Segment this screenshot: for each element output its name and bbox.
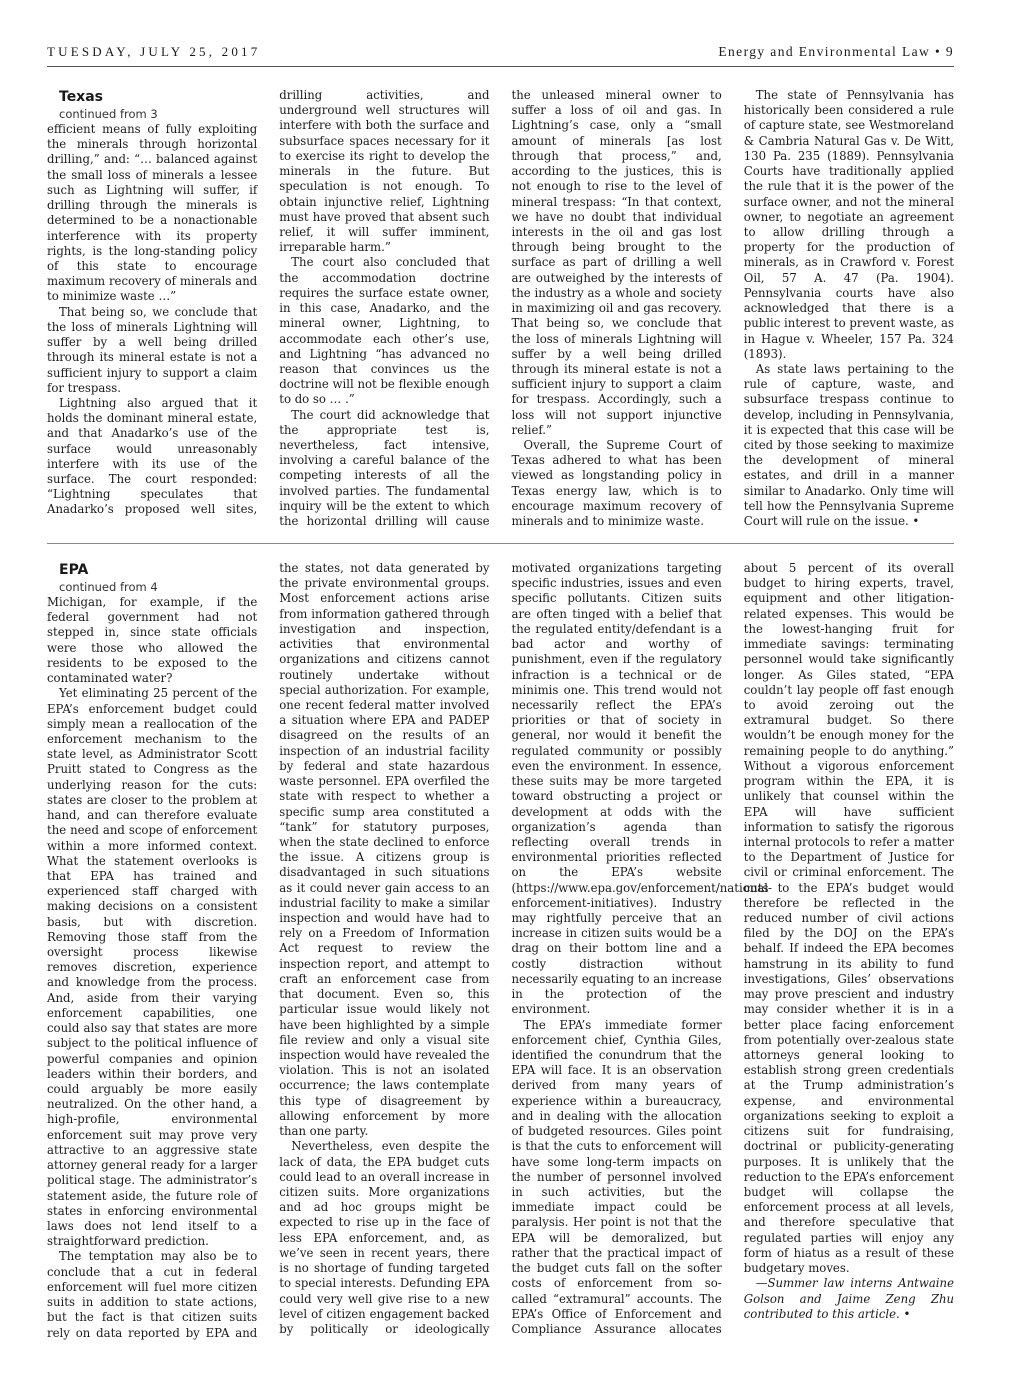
epa-paragraph: The temptation may also be to conclude that a cut in federal enforcement will fuel more citizen suits in addition to state actions, but the fact is that citizen suits rely on data reported by EPA and the states, not data generated by the private environmental groups. Most enforcement actions arise from information gathered through investigation and inspection, activities that environmental organizations and citizens cannot routinely undertake without special authorization. For example, one recent federal matter involved a situation where EPA and PADEP disagreed on the results of an inspection of an industrial facility by federal and state hazardous waste personnel. EPA overfiled the state with respect to whether a specific sump area constituted a “tank” for statutory purposes, when the state declined to enforce the issue. A citizens group is disadvantaged in such situations as it could never gain access to an industrial facility to make a similar inspection and would have had to rely on a Freedom of Information Act request to review the inspection report, and attempt to craft an enforcement case from that document. Even so, this particular issue would likely not have been highlighted by a simple file review and only a visual site inspection would have revealed the violation. This is not an isolated occurrence; the laws contemplate this type of disagreement by allowing enforcement by more than one party. [47,561,490,1340]
publication-page: Energy and Environmental Law • 9 [718,44,954,59]
texas-article [47,88,954,530]
texas-paragraph: efficient means of fully exploiting the minerals through horizontal drilling,” and: “… balanced against the small loss of minerals a lessee such as Lightning will suffer, if drilling through the minerals is determined to be a nonactionable interference with its property rights, is the long-standing policy of this state to encourage maximum recovery of minerals and to minimize waste …” [47,122,258,304]
texas-paragraph: The court also concluded that the accommodation doctrine requires the surface estate owner, in this case, Anadarko, and the mineral owner, Lightning, to accommodate each other’s use, and Lightning “has advanced no reason that convinces us the doctrine will not be flexible enough to do so … .” [279,255,490,407]
texas-columns [47,88,954,530]
texas-paragraph: The court did acknowledge that the appropriate test is, nevertheless, fact intensive, involving a careful balance of the competing interests of all the involved parties. The fundamental inquiry will be the extent to which the horizontal drilling will cause the unleased mineral owner to suffer a loss of oil and gas. In Lightning’s case, only a “small amount of minerals [as lost through that process,” and, according to the justices, this is not enough to rise to the level of mineral trespass: “In that context, we have no doubt that individual interests in the oil and gas lost through being brought to the surface as part of drilling a well are outweighed by the interests of the industry as a whole and society in maximizing oil and gas recovery. That being so, we conclude that the loss of minerals Lightning will suffer by a well being drilled through its mineral estate is not a sufficient injury to support a claim for trespass. Accordingly, such a loss will not support injunctive relief.” [279,88,722,529]
epa-continued: continued from 4 [59,580,158,594]
texas-paragraph: The state of Pennsylvania has historically been considered a rule of capture state, see Westmoreland & Cambria Natural Gas v. De Witt, 130 Pa. 235 (1889). Pennsylvania Courts have traditionally applied the rule that it is the power of the surface owner, and not the mineral owner, to negotiate an agreement to allow drilling through a property for the production of minerals, as in Crawford v. Forest Oil, 57 A. 47 (Pa. 1904). Pennsylvania courts have also acknowledged that there is a public interest to prevent waste, as in Hague v. Wheeler, 157 Pa. 324 (1893). [743,88,954,361]
epa-article [47,561,954,1351]
epa-credit: —Summer law interns Antwaine Golson and Jaime Zeng Zhu contributed to this article. • [743,1276,954,1321]
page-header [47,44,954,67]
epa-paragraph: Nevertheless, even despite the lack of data, the EPA budget cuts could lead to an overall increase in citizen suits. More organizations and ad hoc groups might be expected to rise up in the face of less EPA enforcement, and, as we’ve seen in recent years, there is no shortage of funding targeted to special interests. Defunding EPA could very well give rise to a new level of citizen engagement backed by politically or ideologically motivated organizations targeting specific industries, issues and even specific pollutants. Citizen suits are often tinged with a belief that the regulated entity/defendant is a bad actor and worthy of punishment, even if the regulatory infraction is a technical or de minimis one. This trend would not necessarily reflect the EPA’s priorities or that of society in general, nor would it benefit the regulated community or possibly even the environment. In essence, these suits may be more targeted toward obstructing a project or development at odds with the organization’s agenda than reflecting overall trends in environmental priorities reflected on the EPA’s website (https://www.epa.gov/enforcement/national-enforcement-initiatives). Industry may rightfully perceive that an increase in citizen suits would be a drag on their bottom line and a costly distraction without necessarily equating to an increase in the protection of the environment. [279,561,772,1336]
epa-paragraph: Michigan, for example, if the federal government had not stepped in, since state officials were those who allowed the residents to be exposed to the contaminated water? [47,595,258,686]
issue-date: TUESDAY, JULY 25, 2017 [47,44,261,59]
section-divider [47,543,954,544]
epa-paragraph: The EPA’s immediate former enforcement chief, Cynthia Giles, identified the conundrum that the EPA will face. It is an observation derived from many years of experience within a bureaucracy, and in dealing with the allocation of budgeted resources. Giles point is that the cuts to enforcement will have some long-term impacts on the number of personnel involved in such activities, but the immediate impact could be paralysis. Her point is not that the EPA will be demoralized, but rather that the practical impact of the budget cuts fall on the softer costs of enforcement from so-called “extramural” accounts. The EPA’s Office of Enforcement and Compliance Assurance allocates about 5 percent of its overall budget to hiring experts, travel, equipment and other litigation-related expenses. This would be the lowest-hanging fruit for immediate savings: terminating personnel would take significantly longer. As Giles stated, “EPA couldn’t lay people off fast enough to avoid zeroing out the extramural budget. So there wouldn’t be enough money for the remaining people to do anything.” Without a vigorous enforcement program within the EPA, it is unlikely that counsel within the EPA will have sufficient information to satisfy the rigorous internal protocols to refer a matter to the Department of Justice for civil or criminal enforcement. The cuts to the EPA’s budget would therefore be reflected in the reduced number of civil actions filed by the DOJ on the EPA’s behalf. If indeed the EPA becomes hamstrung in its ability to fund investigations, Giles’ observations may prove prescient and industry may consider whether it is in a better place facing enforcement from potentially over-zealous state attorneys general looking to establish strong green credentials at the Trump administration’s expense, and environmental organizations seeking to exploit a citizens suit for fundraising, doctrinal or publicity-generating purposes. It is unlikely that the reduction to the EPA’s enforcement budget will collapse the enforcement process at all levels, and therefore speculative that regulated parties will enjoy any form of hiatus as a result of these budgetary moves. [511,561,954,1336]
texas-paragraph: Overall, the Supreme Court of Texas adhered to what has been viewed as longstanding policy in Texas energy law, which is to encourage maximum recovery of minerals and to minimize waste. [511,438,722,529]
texas-continued: continued from 3 [59,107,158,121]
epa-paragraph: Yet eliminating 25 percent of the EPA’s enforcement budget could simply mean a reallocation of the enforcement mechanism to the state level, as Administrator Scott Pruitt stated to Congress as the underlying reason for the cuts: states are closer to the problem at hand, and can therefore evaluate the need and scope of enforcement within a more informed context. What the statement overlooks is that EPA has trained and experienced staff charged with making decisions on a consistent basis, but with discretion. Removing those staff from the oversight process likewise removes discretion, experience and knowledge from the process. And, aside from their varying enforcement capabilities, one could also say that states are more subject to the political influence of powerful companies and opinion leaders within their borders, and could arguably be more easily neutralized. On the other hand, a high-profile, environmental enforcement suit may prove very attractive to an aggressive state attorney general ready for a larger political stage. The administrator’s statement aside, the future role of states in enforcing environmental laws does not lend itself to a straightforward prediction. [47,686,258,1249]
texas-paragraph: As state laws pertaining to the rule of capture, waste, and subsurface trespass continue to develop, including in Pennsylvania, it is expected that this case will be cited by those seeking to maximize the development of mineral estates, and drill in a manner similar to Anadarko. Only time will tell how the Pennsylvania Supreme Court will rule on the issue. • [743,361,954,529]
texas-paragraph: That being so, we conclude that the loss of minerals Lightning will suffer by a well being drilled through its mineral estate is not a sufficient injury to support a claim for trespass. [47,304,258,395]
epa-kicker: EPA [59,562,89,578]
texas-paragraph: Lightning also argued that it holds the dominant mineral estate, and that Anadarko’s use of the surface would unreasonably interfere with its use of the surface. The court responded: “Lightning speculates that Anadarko’s proposed well sites, drilling activities, and underground well structures will interfere with both the surface and subsurface spaces necessary for it to exercise its right to develop the minerals in the future. But speculation is not enough. To obtain injunctive relief, Lightning must have proved that absent such relief, it will suffer imminent, irreparable harm.” [47,88,490,517]
epa-columns [47,561,954,1351]
texas-kicker: Texas [59,89,103,105]
